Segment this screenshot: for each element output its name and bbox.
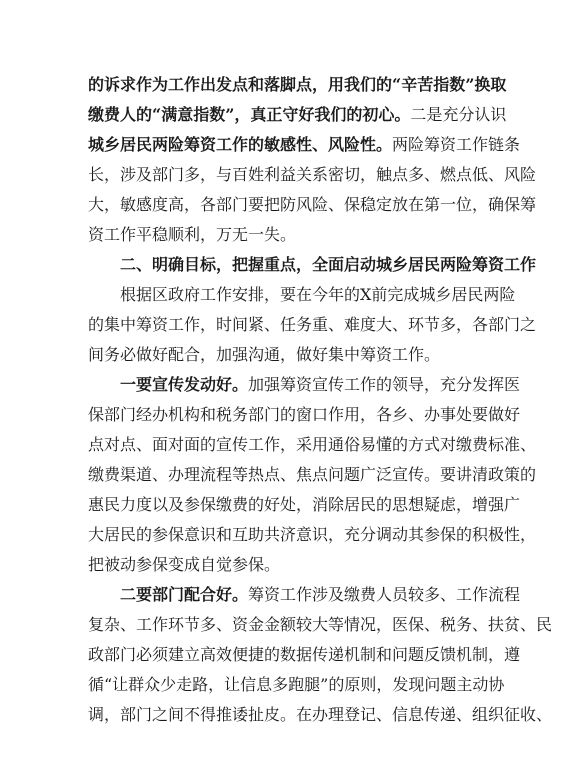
- text-line: [88, 400, 521, 430]
- document-page: [88, 70, 553, 730]
- text-line: [88, 700, 553, 730]
- text-line: [88, 580, 521, 610]
- bold-text-segment: 一要宣传发动好。: [120, 375, 249, 394]
- text-segment: 大，敏感度高，各部门要把防风险、保稳定放在第一位，确保筹: [88, 195, 537, 214]
- text-segment: 循“让群众少走路，让信息多跑腿”的原则，发现问题主动协: [88, 675, 505, 694]
- text-segment: 政部门必须建立高效便捷的数据传递机制和问题反馈机制，遵: [88, 645, 521, 664]
- text-segment: 保部门经办机构和税务部门的窗口作用，各乡、办事处要做好: [88, 405, 521, 424]
- text-line: [88, 550, 500, 580]
- text-segment: 加强筹资宣传工作的领导，充分发挥医: [248, 375, 521, 394]
- text-line: [88, 610, 553, 640]
- section-heading: [88, 250, 537, 280]
- bold-text-segment: 城乡居民两险筹资工作的敏感性、风险性。: [88, 135, 393, 154]
- text-segment: 大居民的参保意识和互助共济意识，充分调动其参保的积极性，: [88, 525, 537, 544]
- text-segment: 间务必做好配合，加强沟通，做好集中筹资工作。: [88, 345, 441, 364]
- text-line: [88, 160, 537, 190]
- text-segment: 二是充分认识: [410, 105, 507, 124]
- bold-text-segment: 二要部门配合好。: [120, 585, 249, 604]
- text-line: [88, 340, 500, 370]
- text-segment: 缴费渠道、办理流程等热点、焦点问题广泛宣传。要讲清政策的: [88, 465, 537, 484]
- bold-text-segment: 缴费人的“满意指数”，真正守好我们的初心。: [88, 105, 411, 124]
- bold-text-segment: 二、明确目标，把握重点，全面启动城乡居民两险筹资工作: [120, 255, 537, 274]
- text-line: [88, 640, 521, 670]
- text-segment: 惠民力度以及参保缴费的好处，消除居民的思想疑虑，增强广: [88, 495, 521, 514]
- text-segment: 根据区政府工作安排，要在今年的X前完成城乡居民两险: [120, 285, 516, 304]
- text-line: [88, 370, 521, 400]
- text-segment: 点对点、面对面的宣传工作，采用通俗易懂的方式对缴费标准、: [88, 435, 537, 454]
- text-segment: 调，部门之间不得推诿扯皮。在办理登记、信息传递、组织征收、: [88, 705, 553, 724]
- text-line: [88, 220, 500, 250]
- text-line: [88, 190, 537, 220]
- text-line: [88, 490, 521, 520]
- text-segment: 复杂、工作环节多、资金金额较大等情况，医保、税务、扶贫、民: [88, 615, 553, 634]
- text-line: [88, 430, 537, 460]
- text-segment: 筹资工作涉及缴费人员较多、工作流程: [248, 585, 521, 604]
- text-segment: 的集中筹资工作，时间紧、任务重、难度大、环节多，各部门之: [88, 315, 537, 334]
- text-segment: 资工作平稳顺利，万无一失。: [88, 225, 297, 244]
- text-line: [88, 130, 521, 160]
- text-segment: 长，涉及部门多，与百姓利益关系密切，触点多、燃点低、风险: [88, 165, 537, 184]
- bold-text-segment: 的诉求作为工作出发点和落脚点，用我们的“辛苦指数”换取: [88, 75, 507, 94]
- text-line: [88, 100, 507, 130]
- text-segment: 把被动参保变成自觉参保。: [88, 555, 281, 574]
- text-line: [88, 280, 516, 310]
- text-line: [88, 520, 537, 550]
- text-line: [88, 460, 537, 490]
- text-line: [88, 70, 507, 100]
- text-line: [88, 670, 505, 700]
- text-segment: 两险筹资工作链条: [392, 135, 521, 154]
- text-line: [88, 310, 537, 340]
